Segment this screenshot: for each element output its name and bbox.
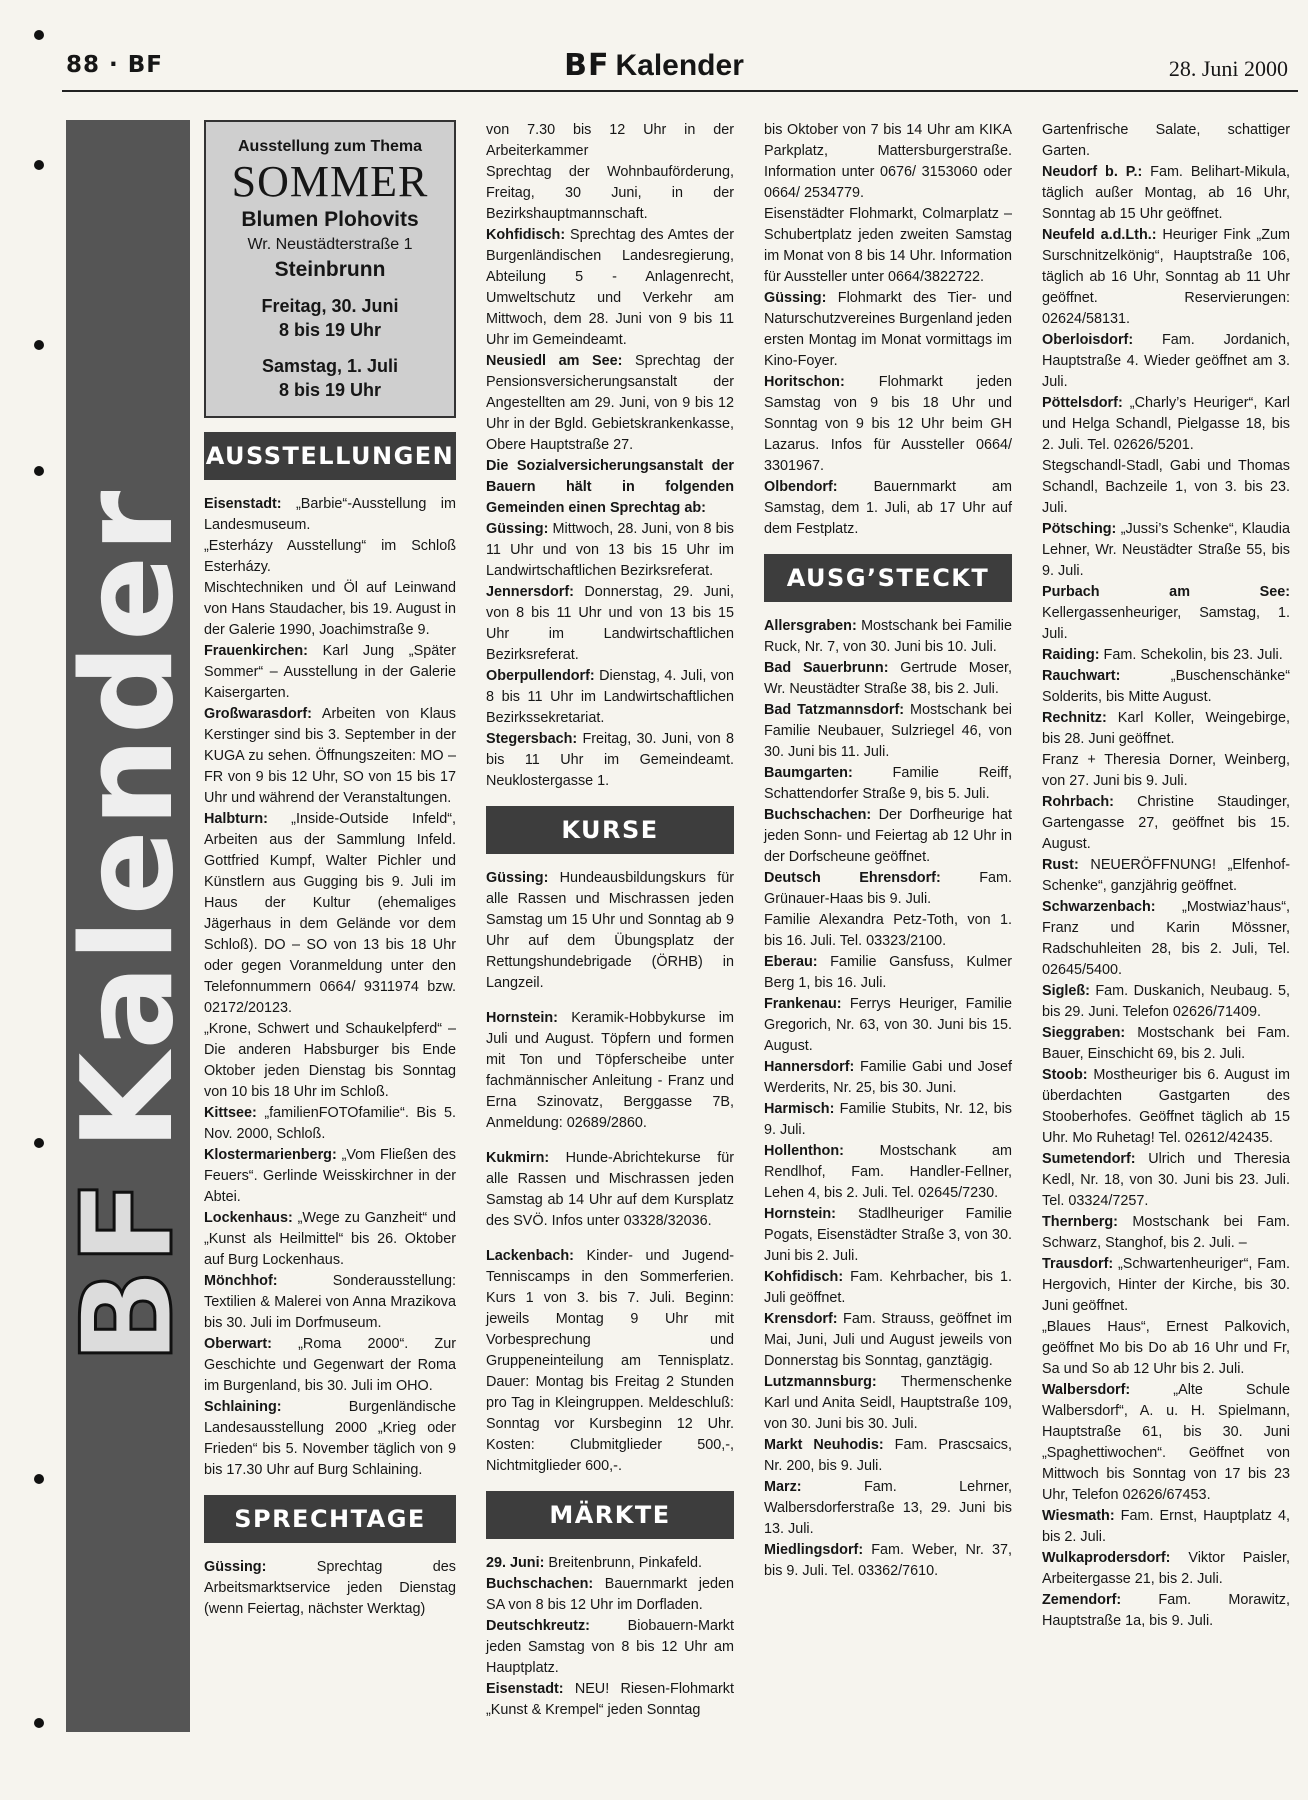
listing-place: Jennersdorf: <box>486 584 574 600</box>
listing-entry <box>204 1334 456 1397</box>
listing-text: Mostschank am Rendlhof, Fam. Handler-Fellner, Lehen 4, bis 2. Juli. Tel. 02645/7230. <box>764 1143 1012 1201</box>
listing-place: Krensdorf: <box>764 1311 838 1327</box>
listing-place: 29. Juni: <box>486 1555 545 1571</box>
listing-entry <box>486 225 734 351</box>
listing-text: Fam. Morawitz, Hauptstraße 1a, bis 9. Juli. <box>1042 1592 1290 1629</box>
listing-entry <box>204 809 456 1019</box>
listing-entry <box>764 805 1012 868</box>
listing-text: Sprechtag der Wohnbauförderung, Freitag, 30 Juni, in der Bezirkshauptmannschaft. <box>486 164 734 222</box>
listing-text: „Alte Schule Walbersdorf“, A. u. H. Spielmann, Hauptstraße 61, bis 30. Juni „Spaghettiwochen“. Geöffnet von Mittwoch bis Sonntag von 17 bis 23 Uhr, Telefon 02626/67453. <box>1042 1382 1290 1503</box>
section-header-maerkte: MÄRKTE <box>486 1491 734 1539</box>
listing-entry <box>1042 393 1290 456</box>
listing-entry <box>486 582 734 666</box>
side-banner-word: Kalender <box>54 487 201 1151</box>
listing-place: Harmisch: <box>764 1101 835 1117</box>
listing-text: „Jussi’s Schenke“, Klaudia Lehner, Wr. Neustädter Straße 55, bis 9. Juli. <box>1042 521 1290 579</box>
listing-entry <box>1042 1590 1290 1632</box>
listing-text: Familie Reiff, Schattendorfer Straße 9, bis 5. Juli. <box>764 765 1012 802</box>
listing-place: Eisenstadt: <box>486 1681 564 1697</box>
listing-entry <box>204 1103 456 1145</box>
listing-text: Kellergassenheuriger, Samstag, 1. Juli. <box>1042 605 1290 642</box>
listing-place: Kukmirn: <box>486 1150 550 1166</box>
listing-entry <box>486 1553 734 1574</box>
listing-entry <box>486 162 734 225</box>
listing-place: Güssing: <box>486 521 549 537</box>
listing-place: Güssing: <box>204 1559 267 1575</box>
listing-place: Sigleß: <box>1042 983 1090 999</box>
listing-text: Kinder- und Jugend-Tenniscamps in den Sommerferien. Kurs 1 von 3. bis 7. Juli. Beginn: jeweils Montag 9 Uhr mit Vorbesprechung und Gruppeneinteilung am Tennisplatz. Dauer: Montag bis Freitag 2 Stunden pro Tag in Kleingruppen. Meldeschluß: Sonntag vor Kursbeginn 12 Uhr. Kosten: Clubmitglieder 500,-, Nichtmitglieder 600,-. <box>486 1248 734 1474</box>
listing-entry <box>486 519 734 582</box>
listing-place: Eberau: <box>764 954 818 970</box>
column-1 <box>204 120 456 1620</box>
listing-text: Ferrys Heuriger, Familie Gregorich, Nr. 63, von 30. Juni bis 15. August. <box>764 996 1012 1054</box>
listing-place: Allersgraben: <box>764 618 857 634</box>
listing-entry <box>764 1477 1012 1540</box>
listing-text: Fam. Schekolin, bis 23. Juli. <box>1099 647 1283 663</box>
listing-place: Pöttelsdorf: <box>1042 395 1123 411</box>
listing-entry <box>764 1099 1012 1141</box>
listing-text: Sprechtag des Amtes der Burgenländischen Landesregierung, Abteilung 5 - Anlagenrecht, Umweltschutz und Verkehr am Mittwoch, dem 28. Juni von 9 bis 11 Uhr im Gemeindeamt. <box>486 227 734 348</box>
listing-entry <box>1042 1506 1290 1548</box>
listing-entry <box>764 658 1012 700</box>
listing-place: Thernberg: <box>1042 1214 1118 1230</box>
listing-entry <box>1042 582 1290 645</box>
listing-entry <box>486 1246 734 1477</box>
listing-entry <box>1042 750 1290 792</box>
listing-entry <box>204 704 456 809</box>
listing-place: Deutsch Ehrensdorf: <box>764 870 941 886</box>
listing-text: „Charly’s Heuriger“, Karl und Helga Schandl, Pielgasse 18, bis 2. Juli. Tel. 02626/5201. <box>1042 395 1290 453</box>
listing-place: Güssing: <box>764 290 827 306</box>
ad-line: Blumen Plohovits <box>241 208 419 231</box>
listing-place: Bad Tatzmannsdorf: <box>764 702 905 718</box>
listing-place: Oberwart: <box>204 1336 272 1352</box>
listing-place: Neufeld a.d.Lth.: <box>1042 227 1157 243</box>
listing-text: „Inside-Outside Infeld“, Arbeiten aus der Sammlung Infeld. Gottfried Kumpf, Walter Pichler und Künstlern aus Gugging bis 9. Juli im Haus der Kultur (ehemaliges Jägerhaus in dem Gelände vor dem Schloß). DO – SO von 13 bis 18 Uhr oder gegen Voranmeldung unter den Telefonnummern 0664/ 9311974 bzw. 02172/20123. <box>204 811 456 1016</box>
listing-place: Schlaining: <box>204 1399 282 1415</box>
listing-place: Pötsching: <box>1042 521 1117 537</box>
listing-text: Mostschank bei Fam. Schwarz, Stanghof, bis 2. Juli. – <box>1042 1214 1290 1251</box>
listing-entry <box>1042 666 1290 708</box>
listing-entry <box>764 616 1012 658</box>
ad-headline: SOMMER <box>231 157 429 206</box>
listing-entry <box>204 1208 456 1271</box>
listing-text: „Schwartenheuriger“, Fam. Hergovich, Hinter der Kirche, bis 30. Juni geöffnet. <box>1042 1256 1290 1314</box>
listing-entry <box>486 868 734 994</box>
punch-hole <box>34 466 44 476</box>
listing-entry <box>764 1141 1012 1204</box>
column-3 <box>764 120 1012 1582</box>
listing-text: Sprechtag der Pensionsversicherungsanstalt der Angestellten am 29. Juni, von 9 bis 12 Uhr in der Bgld. Gebietskrankenkasse, Obere Hauptstraße 27. <box>486 353 734 453</box>
listing-entry <box>764 372 1012 477</box>
listing-place: Sieggraben: <box>1042 1025 1126 1041</box>
listing-entry <box>486 1148 734 1232</box>
listing-entry <box>764 477 1012 540</box>
listing-text: Viktor Paisler, Arbeitergasse 21, bis 2. Juli. <box>1042 1550 1290 1587</box>
listing-place: Frauenkirchen: <box>204 643 308 659</box>
listing-place: Rust: <box>1042 857 1079 873</box>
listing-place: Sumetendorf: <box>1042 1151 1136 1167</box>
listing-place: Lackenbach: <box>486 1248 574 1264</box>
listing-text: „Buschenschänke“ Solderits, bis Mitte August. <box>1042 668 1290 705</box>
listing-entry <box>204 578 456 641</box>
listing-place: Miedlingsdorf: <box>764 1542 864 1558</box>
listing-text: Breitenbrunn, Pinkafeld. <box>544 1555 702 1571</box>
listing-entry <box>764 700 1012 763</box>
listing-text: Fam. Ernst, Hauptplatz 4, bis 2. Juli. <box>1042 1508 1290 1545</box>
listing-text: Ulrich und Theresia Kedl, Nr. 18, von 30. Juni bis 23. Juli. Tel. 03324/7257. <box>1042 1151 1290 1209</box>
listing-entry <box>1042 1317 1290 1380</box>
listing-entry <box>1042 1023 1290 1065</box>
listing-entry <box>486 456 734 519</box>
listing-text: Gertrude Moser, Wr. Neustädter Straße 38, bis 2. Juli. <box>764 660 1012 697</box>
listing-text: Arbeiten von Klaus Kerstinger sind bis 3. September in der KUGA zu sehen. Öffnungszeiten: MO – FR von 9 bis 12 Uhr, SO von 15 bis 17 Uhr und während der Veranstaltungen. <box>204 706 456 806</box>
listing-place: Lutzmannsburg: <box>764 1374 877 1390</box>
listing-text: Stadlheuriger Familie Pogats, Eisenstädter Straße 3, von 30. Juni bis 2. Juli. <box>764 1206 1012 1264</box>
listing-place: Deutschkreutz: <box>486 1618 590 1634</box>
listing-entry <box>1042 645 1290 666</box>
listing-place: Oberloisdorf: <box>1042 332 1134 348</box>
listing-entry <box>1042 1254 1290 1317</box>
listing-entry <box>1042 855 1290 897</box>
punch-hole <box>34 1718 44 1728</box>
ad-line: 8 bis 19 Uhr <box>278 380 382 400</box>
listing-entry <box>1042 456 1290 519</box>
listing-place: Stoob: <box>1042 1067 1088 1083</box>
listing-text: bis Oktober von 7 bis 14 Uhr am KIKA Parkplatz, Mattersburgerstraße. Information unter 0676/ 3153060 oder 0664/ 2534779. <box>764 122 1012 201</box>
listing-place: Purbach am See: <box>1042 584 1290 600</box>
listing-text: Flohmarkt jeden Samstag von 9 bis 18 Uhr und Sonntag von 9 bis 12 Uhr beim GH Lazarus. Infos für Aussteller 0664/ 3301967. <box>764 374 1012 474</box>
listing-place: Mönchhof: <box>204 1273 278 1289</box>
listing-place: Kohfidisch: <box>764 1269 844 1285</box>
side-banner-logo: BF <box>54 1176 201 1365</box>
listing-place: Lockenhaus: <box>204 1210 293 1226</box>
listing-place: Baumgarten: <box>764 765 853 781</box>
listing-place: Buchschachen: <box>486 1576 594 1592</box>
listing-place: Hornstein: <box>486 1010 558 1026</box>
listing-entry <box>1042 981 1290 1023</box>
ad-line: Samstag, 1. Juli <box>261 356 399 376</box>
entry-list <box>204 494 456 1481</box>
listing-entry <box>764 952 1012 994</box>
listing-text: Sonderausstellung: Textilien & Malerei von Anna Mrazikova bis 30. Juli im Dorfmuseum. <box>204 1273 456 1331</box>
listing-text: NEUERÖFFNUNG! „Elfenhof-Schenke“, ganzjährig geöffnet. <box>1042 857 1290 894</box>
issue-date: 28. Juni 2000 <box>1168 56 1288 81</box>
ad-line: Wr. Neustädterstraße 1 <box>247 236 413 253</box>
listing-text: Heuriger Fink „Zum Surschnitzelkönig“, Hauptstraße 106, täglich ab 16 Uhr, Sonntag ab 11 Uhr geöffnet. Reservierungen: 02624/58131. <box>1042 227 1290 327</box>
listing-text: „Vom Fließen des Feuers“. Gerlinde Weisskirchner in der Abtei. <box>204 1147 456 1205</box>
entry-list <box>1042 120 1290 1632</box>
listing-entry <box>1042 897 1290 981</box>
listing-text: Fam. Kehrbacher, bis 1. Juli geöffnet. <box>764 1269 1012 1306</box>
entry-list <box>764 120 1012 540</box>
listing-place: Rauchwart: <box>1042 668 1121 684</box>
listing-place: Horitschon: <box>764 374 845 390</box>
header-rule <box>62 90 1298 92</box>
listing-text: NEU! Riesen-Flohmarkt „Kunst & Krempel“ jeden Sonntag <box>486 1681 734 1718</box>
listing-text: Fam. Weber, Nr. 37, bis 9. Juli. Tel. 03362/7610. <box>764 1542 1012 1579</box>
listing-entry <box>1042 330 1290 393</box>
listing-entry <box>764 288 1012 372</box>
listing-text: von 7.30 bis 12 Uhr in der Arbeiterkammer <box>486 122 734 159</box>
listing-place: Kittsee: <box>204 1105 257 1121</box>
listing-text: Fam. Grünauer-Haas bis 9. Juli. <box>764 870 1013 907</box>
listing-text: „Mostwiaz’haus“, Franz und Karin Mössner, Radschuhleiten 28, bis 2. Juli, Tel. 02645/5400. <box>1042 899 1290 978</box>
listing-text: Stegschandl-Stadl, Gabi und Thomas Schandl, Bachzeile 1, von 3. bis 23. Juli. <box>1042 458 1290 516</box>
listing-text: Eisenstädter Flohmarkt, Colmarplatz – Schubertplatz jeden zweiten Samstag im Monat von 8 bis 14 Uhr. Information für Aussteller unter 0664/3822722. <box>764 206 1012 285</box>
section-header-kurse: KURSE <box>486 806 734 854</box>
listing-place: Eisenstadt: <box>204 496 282 512</box>
listing-entry <box>486 1616 734 1679</box>
listing-text: Thermenschenke Karl und Anita Seidl, Hauptstraße 109, von 30. Juni bis 30. Juli. <box>764 1374 1012 1432</box>
punch-hole <box>34 30 44 40</box>
entry-list <box>764 616 1012 1582</box>
entry-list <box>204 1557 456 1620</box>
listing-place: Kohfidisch: <box>486 227 566 243</box>
listing-text: Mostheuriger bis 6. August im überdachten Gastgarten des Stooberhofes. Geöffnet täglich ab 15 Uhr. Mo Ruhetag! Tel. 02612/42435. <box>1042 1067 1290 1146</box>
listing-entry <box>764 910 1012 952</box>
listing-text: „Roma 2000“. Zur Geschichte und Gegenwart der Roma im Burgenland, bis 30. Juli im OHO. <box>204 1336 456 1394</box>
listing-entry <box>204 536 456 578</box>
page-number: 88 · BF <box>66 52 164 78</box>
listing-text: Karl Jung „Später Sommer“ – Ausstellung in der Galerie Kaisergarten. <box>204 643 456 701</box>
listing-text: Bauernmarkt am Samstag, dem 1. Juli, ab 17 Uhr auf dem Festplatz. <box>764 479 1012 537</box>
listing-text: Mostschank bei Familie Ruck, Nr. 7, von 30. Juni bis 10. Juli. <box>764 618 1012 655</box>
side-banner-text <box>54 487 201 1365</box>
listing-text: „Esterházy Ausstellung“ im Schloß Esterházy. <box>204 538 456 575</box>
advertisement-box <box>204 120 456 418</box>
ad-line: Freitag, 30. Juni <box>261 296 399 316</box>
page-title <box>0 48 1308 83</box>
listing-text: Christine Staudinger, Gartengasse 27, geöffnet bis 15. August. <box>1042 794 1290 852</box>
listing-place: Raiding: <box>1042 647 1100 663</box>
listing-entry <box>486 1679 734 1721</box>
listing-text: Fam. Duskanich, Neubaug. 5, bis 29. Juni. Telefon 02626/71409. <box>1042 983 1290 1020</box>
listing-place: Neudorf b. P.: <box>1042 164 1143 180</box>
listing-text: Karl Koller, Weingebirge, bis 28. Juni geöffnet. <box>1042 710 1290 747</box>
listing-entry <box>204 1019 456 1103</box>
listing-place: Halbturn: <box>204 811 268 827</box>
listing-text: Mischtechniken und Öl auf Leinwand von Hans Staudacher, bis 19. August in der Galerie 1990, Joachimstraße 9. <box>204 580 456 638</box>
listing-entry <box>1042 792 1290 855</box>
listing-place: Walbersdorf: <box>1042 1382 1131 1398</box>
listing-text: Gartenfrische Salate, schattiger Garten. <box>1042 122 1290 159</box>
section-header-ausgsteckt: AUSG’STECKT <box>764 554 1012 602</box>
listing-text: Freitag, 30. Juni, von 8 bis 11 Uhr im Gemeindeamt. Neuklostergasse 1. <box>486 731 734 789</box>
ad-line: 8 bis 19 Uhr <box>278 320 382 340</box>
listing-entry <box>1042 708 1290 750</box>
listing-text: „Wege zu Ganzheit“ und „Kunst als Heilmittel“ bis 26. Oktober auf Burg Lockenhaus. <box>204 1210 456 1268</box>
listing-text: Mostschank bei Familie Neubauer, Sulzriegel 46, von 30. Juni bis 11. Juli. <box>764 702 1013 760</box>
listing-text: Hunde-Abrichtekurse für alle Rassen und Mischrassen jeden Samstag ab 14 Uhr auf dem Kursplatz des SVÖ. Infos unter 03328/32036. <box>486 1150 734 1229</box>
listing-text: „Krone, Schwert und Schaukelpferd“ – Die anderen Habsburger bis Ende Oktober jeden Dienstag bis Sonntag von 10 bis 18 Uhr im Schloß. <box>204 1021 456 1100</box>
listing-place: Hollenthon: <box>764 1143 844 1159</box>
listing-place: Buchschachen: <box>764 807 872 823</box>
section-header-ausstellungen: AUSSTELLUNGEN <box>204 432 456 480</box>
listing-entry <box>764 1267 1012 1309</box>
listing-entry <box>764 1309 1012 1372</box>
listing-text: „familienFOTOfamilie“. Bis 5. Nov. 2000, Schloß. <box>204 1105 456 1142</box>
listing-entry <box>764 120 1012 204</box>
listing-entry <box>486 729 734 792</box>
listing-text: Fam. Jordanich, Hauptstraße 4. Wieder geöffnet am 3. Juli. <box>1042 332 1290 390</box>
section-header-sprechtage: SPRECHTAGE <box>204 1495 456 1543</box>
listing-entry <box>764 1057 1012 1099</box>
punch-hole <box>34 1138 44 1148</box>
listing-entry <box>204 1145 456 1208</box>
listing-text: Familie Stubits, Nr. 12, bis 9. Juli. <box>764 1101 1012 1138</box>
listing-text: Mittwoch, 28. Juni, von 8 bis 11 Uhr und von 13 bis 15 Uhr im Landwirtschaftlichen Bezirksreferat. <box>486 521 734 579</box>
listing-place: Zemendorf: <box>1042 1592 1122 1608</box>
column-2 <box>486 120 734 1721</box>
listing-entry <box>1042 1149 1290 1212</box>
listing-text: Mostschank bei Fam. Bauer, Einschicht 69, bis 2. Juli. <box>1042 1025 1290 1062</box>
listing-text: Biobauern-Markt jeden Samstag von 8 bis 12 Uhr am Hauptplatz. <box>486 1618 734 1676</box>
entry-list <box>486 120 734 792</box>
listing-text: Familie Alexandra Petz-Toth, von 1. bis 16. Juli. Tel. 03323/2100. <box>764 912 1012 949</box>
listing-text: Hundeausbildungskurs für alle Rassen und Mischrassen jeden Samstag um 15 Uhr und Sonntag ab 9 Uhr auf dem Übungsplatz der Rettungshundebrigade (ÖRHB) in Langzeil. <box>486 870 734 991</box>
listing-text: „Barbie“-Ausstellung im Landesmuseum. <box>204 496 456 533</box>
listing-entry <box>764 994 1012 1057</box>
listing-entry <box>486 1574 734 1616</box>
listing-place: Trausdorf: <box>1042 1256 1114 1272</box>
listing-text: Keramik-Hobbykurse im Juli und August. Töpfern und formen mit Ton und Töpferscheibe unter fachmännischer Anleitung - Franz und Erna Szinovatz, Berggasse 7B, Anmeldung: 02689/2860. <box>486 1010 734 1131</box>
listing-entry <box>1042 1548 1290 1590</box>
listing-place: Frankenau: <box>764 996 842 1012</box>
listing-place: Wiesmath: <box>1042 1508 1115 1524</box>
listing-entry <box>486 351 734 456</box>
listing-place: Markt Neuhodis: <box>764 1437 884 1453</box>
listing-place: Güssing: <box>486 870 549 886</box>
listing-entry <box>204 1271 456 1334</box>
listing-entry <box>204 1397 456 1481</box>
listing-place: Die Sozialversicherungsanstalt der Bauern hält in folgenden Gemeinden einen Sprechtag ab: <box>486 458 734 516</box>
listing-place: Rechnitz: <box>1042 710 1107 726</box>
listing-entry <box>764 1372 1012 1435</box>
listing-place: Stegersbach: <box>486 731 578 747</box>
listing-text: Fam. Prascsaics, Nr. 200, bis 9. Juli. <box>764 1437 1012 1474</box>
listing-place: Schwarzenbach: <box>1042 899 1156 915</box>
listing-text: Flohmarkt des Tier- und Naturschutzvereines Burgenland jeden ersten Montag im Monat vormittags im Kino-Foyer. <box>764 290 1012 369</box>
listing-place: Oberpullendorf: <box>486 668 595 684</box>
listing-place: Klostermarienberg: <box>204 1147 337 1163</box>
listing-place: Hannersdorf: <box>764 1059 855 1075</box>
listing-place: Hornstein: <box>764 1206 836 1222</box>
listing-entry <box>1042 225 1290 330</box>
listing-place: Bad Sauerbrunn: <box>764 660 889 676</box>
ad-line: Ausstellung zum Thema <box>237 138 423 155</box>
listing-entry <box>1042 519 1290 582</box>
listing-text: Fam. Strauss, geöffnet im Mai, Juni, Juli und August jeweils von Donnerstag bis Sonntag, ganztägig. <box>764 1311 1012 1369</box>
listing-text: Familie Gabi und Josef Werderits, Nr. 25, bis 30. Juni. <box>764 1059 1012 1096</box>
listing-entry <box>764 1540 1012 1582</box>
listing-entry <box>764 763 1012 805</box>
listing-place: Olbendorf: <box>764 479 838 495</box>
listing-place: Wulkaprodersdorf: <box>1042 1550 1171 1566</box>
listing-text: Franz + Theresia Dorner, Weinberg, von 27. Juni bis 9. Juli. <box>1042 752 1290 789</box>
masthead-title: Kalender <box>615 49 744 82</box>
listing-entry <box>486 1008 734 1134</box>
punch-hole <box>34 340 44 350</box>
listing-entry <box>1042 120 1290 162</box>
listing-text: Familie Gansfuss, Kulmer Berg 1, bis 16. Juli. <box>764 954 1012 991</box>
listing-text: Dienstag, 4. Juli, von 8 bis 11 Uhr im Landwirtschaftlichen Bezirkssekretariat. <box>486 668 734 726</box>
listing-text: Burgenländische Landesausstellung 2000 „Krieg oder Frieden“ bis 5. November täglich von 9 bis 17.30 Uhr auf Burg Schlaining. <box>204 1399 456 1478</box>
listing-entry <box>764 204 1012 288</box>
listing-entry <box>1042 162 1290 225</box>
listing-entry <box>764 1204 1012 1267</box>
listing-place: Neusiedl am See: <box>486 353 623 369</box>
listing-text: Bauernmarkt jeden SA von 8 bis 12 Uhr im Dorfladen. <box>486 1576 734 1613</box>
listing-text: „Blaues Haus“, Ernest Palkovich, geöffnet Mo bis Do ab 16 Uhr und Fr, Sa und So ab 12 Uhr bis 2. Juli. <box>1042 1319 1290 1377</box>
listing-entry <box>764 868 1012 910</box>
listing-entry <box>1042 1380 1290 1506</box>
listing-entry <box>1042 1065 1290 1149</box>
listing-text: Sprechtag des Arbeitsmarktservice jeden Dienstag (wenn Feiertag, nächster Werktag) <box>204 1559 456 1617</box>
listing-entry <box>1042 1212 1290 1254</box>
punch-hole <box>34 160 44 170</box>
punch-hole <box>34 1474 44 1484</box>
listing-text: Fam. Belihart-Mikula, täglich außer Montag, ab 16 Uhr, Sonntag ab 15 Uhr geöffnet. <box>1042 164 1290 222</box>
listing-entry <box>204 1557 456 1620</box>
listing-text: Fam. Lehrner, Walbersdorferstraße 13, 29. Juni bis 13. Juli. <box>764 1479 1012 1537</box>
listing-place: Großwarasdorf: <box>204 706 312 722</box>
listing-text: Der Dorfheurige hat jeden Sonn- und Feiertag ab 12 Uhr in der Dorfscheune geöffnet. <box>764 807 1012 865</box>
side-banner <box>54 120 201 1732</box>
listing-place: Rohrbach: <box>1042 794 1114 810</box>
entry-list <box>486 868 734 1477</box>
entry-list <box>486 1553 734 1721</box>
masthead-logo: BF <box>564 48 610 83</box>
listing-text: Donnerstag, 29. Juni, von 8 bis 11 Uhr und von 13 bis 15 Uhr im Landwirtschaftlichen Bezirksreferat. <box>486 584 734 663</box>
listing-entry <box>204 641 456 704</box>
column-4 <box>1042 120 1290 1632</box>
listing-entry <box>764 1435 1012 1477</box>
listing-entry <box>486 120 734 162</box>
listing-entry <box>204 494 456 536</box>
listing-entry <box>486 666 734 729</box>
ad-line: Steinbrunn <box>274 258 386 281</box>
listing-place: Marz: <box>764 1479 802 1495</box>
